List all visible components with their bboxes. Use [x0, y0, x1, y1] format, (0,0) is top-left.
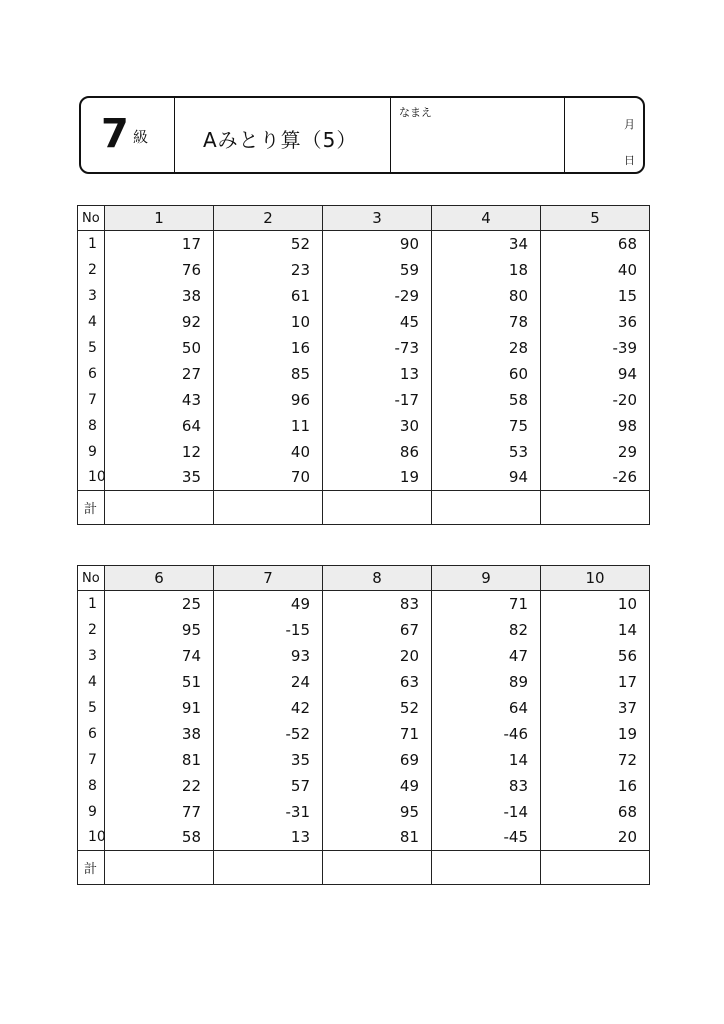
answer-cell[interactable]: [105, 851, 214, 885]
number-cell: 98: [541, 413, 650, 439]
number-cell: 12: [105, 439, 214, 465]
answer-cell[interactable]: [541, 851, 650, 885]
problem-column-header: 4: [432, 206, 541, 231]
number-cell: 13: [214, 825, 323, 851]
number-cell: 71: [323, 721, 432, 747]
answer-cell[interactable]: [323, 491, 432, 525]
table-row: [78, 335, 650, 361]
number-cell: 95: [323, 799, 432, 825]
number-cell: 71: [432, 591, 541, 617]
number-cell: 64: [105, 413, 214, 439]
row-number: 6: [78, 361, 105, 387]
number-cell: 40: [541, 257, 650, 283]
header-row: [78, 206, 650, 231]
row-number: 7: [78, 747, 105, 773]
number-cell: -52: [214, 721, 323, 747]
number-cell: 82: [432, 617, 541, 643]
table-row: [78, 669, 650, 695]
number-cell: 24: [214, 669, 323, 695]
number-cell: 86: [323, 439, 432, 465]
number-cell: 10: [541, 591, 650, 617]
answer-cell[interactable]: [214, 851, 323, 885]
number-cell: 27: [105, 361, 214, 387]
number-cell: 19: [541, 721, 650, 747]
problem-column-header: 2: [214, 206, 323, 231]
number-cell: 59: [323, 257, 432, 283]
answer-cell[interactable]: [105, 491, 214, 525]
row-number: 8: [78, 413, 105, 439]
number-cell: 78: [432, 309, 541, 335]
table-row: [78, 439, 650, 465]
number-cell: 17: [541, 669, 650, 695]
number-cell: -46: [432, 721, 541, 747]
row-number: 5: [78, 695, 105, 721]
number-cell: 94: [432, 465, 541, 491]
number-cell: 16: [214, 335, 323, 361]
total-row: [78, 491, 650, 525]
problem-table-2: [77, 565, 650, 885]
number-cell: 23: [214, 257, 323, 283]
table-row: [78, 257, 650, 283]
number-cell: 91: [105, 695, 214, 721]
table-row: [78, 643, 650, 669]
row-number: 4: [78, 669, 105, 695]
number-cell: 64: [432, 695, 541, 721]
table-row: [78, 721, 650, 747]
number-cell: -15: [214, 617, 323, 643]
row-number: 3: [78, 643, 105, 669]
number-cell: 25: [105, 591, 214, 617]
row-number: 5: [78, 335, 105, 361]
total-label: 計: [78, 491, 105, 525]
answer-cell[interactable]: [214, 491, 323, 525]
answer-cell[interactable]: [323, 851, 432, 885]
number-cell: -73: [323, 335, 432, 361]
table-row: [78, 387, 650, 413]
number-cell: 37: [541, 695, 650, 721]
number-cell: 93: [214, 643, 323, 669]
number-cell: 20: [541, 825, 650, 851]
row-number: 9: [78, 439, 105, 465]
number-cell: 34: [432, 231, 541, 257]
number-cell: 38: [105, 283, 214, 309]
number-cell: 95: [105, 617, 214, 643]
number-cell: -17: [323, 387, 432, 413]
row-number: 2: [78, 257, 105, 283]
number-cell: 36: [541, 309, 650, 335]
number-cell: 53: [432, 439, 541, 465]
number-cell: 18: [432, 257, 541, 283]
row-number: 10: [78, 465, 105, 491]
number-cell: -39: [541, 335, 650, 361]
number-cell: 90: [323, 231, 432, 257]
title-box: [175, 98, 391, 172]
number-cell: 50: [105, 335, 214, 361]
number-cell: -26: [541, 465, 650, 491]
problem-column-header: 7: [214, 566, 323, 591]
answer-cell[interactable]: [432, 491, 541, 525]
problem-column-header: 8: [323, 566, 432, 591]
number-cell: 67: [323, 617, 432, 643]
number-cell: 17: [105, 231, 214, 257]
number-cell: 30: [323, 413, 432, 439]
number-cell: 42: [214, 695, 323, 721]
number-cell: 56: [541, 643, 650, 669]
total-row: [78, 851, 650, 885]
number-cell: 76: [105, 257, 214, 283]
grade-number: 7: [101, 111, 129, 157]
header-row: [78, 566, 650, 591]
number-cell: 69: [323, 747, 432, 773]
number-cell: 94: [541, 361, 650, 387]
number-cell: 51: [105, 669, 214, 695]
table-row: [78, 591, 650, 617]
number-cell: 29: [541, 439, 650, 465]
row-number: 6: [78, 721, 105, 747]
number-cell: 80: [432, 283, 541, 309]
number-cell: 70: [214, 465, 323, 491]
number-cell: 63: [323, 669, 432, 695]
table-row: [78, 695, 650, 721]
number-cell: 22: [105, 773, 214, 799]
number-cell: 52: [323, 695, 432, 721]
number-cell: 14: [541, 617, 650, 643]
number-cell: 61: [214, 283, 323, 309]
table-row: [78, 617, 650, 643]
row-number: 3: [78, 283, 105, 309]
name-label: なまえ: [399, 106, 432, 119]
grade-box: [81, 98, 175, 172]
number-cell: 68: [541, 799, 650, 825]
number-cell: 83: [323, 591, 432, 617]
table-row: [78, 309, 650, 335]
problem-column-header: 10: [541, 566, 650, 591]
number-cell: 49: [323, 773, 432, 799]
date-field[interactable]: [565, 98, 643, 172]
problem-column-header: 1: [105, 206, 214, 231]
no-column-header: No: [78, 566, 105, 591]
number-cell: 20: [323, 643, 432, 669]
answer-cell[interactable]: [541, 491, 650, 525]
number-cell: 40: [214, 439, 323, 465]
number-cell: 52: [214, 231, 323, 257]
row-number: 1: [78, 591, 105, 617]
number-cell: 58: [432, 387, 541, 413]
number-cell: -29: [323, 283, 432, 309]
problem-column-header: 9: [432, 566, 541, 591]
problem-column-header: 5: [541, 206, 650, 231]
table-row: [78, 465, 650, 491]
number-cell: 10: [214, 309, 323, 335]
number-cell: 47: [432, 643, 541, 669]
number-cell: -14: [432, 799, 541, 825]
grade-suffix: 級: [133, 128, 149, 146]
no-column-header: No: [78, 206, 105, 231]
number-cell: 83: [432, 773, 541, 799]
table-row: [78, 825, 650, 851]
row-number: 9: [78, 799, 105, 825]
problem-column-header: 6: [105, 566, 214, 591]
number-cell: 96: [214, 387, 323, 413]
worksheet-title: Aみとり算（5）: [203, 128, 358, 152]
number-cell: 15: [541, 283, 650, 309]
day-label: 日: [624, 154, 635, 167]
row-number: 10: [78, 825, 105, 851]
month-label: 月: [624, 118, 635, 131]
number-cell: 81: [105, 747, 214, 773]
number-cell: 85: [214, 361, 323, 387]
number-cell: 89: [432, 669, 541, 695]
total-label: 計: [78, 851, 105, 885]
number-cell: 49: [214, 591, 323, 617]
number-cell: 16: [541, 773, 650, 799]
number-cell: 38: [105, 721, 214, 747]
table-row: [78, 747, 650, 773]
number-cell: -31: [214, 799, 323, 825]
number-cell: 58: [105, 825, 214, 851]
number-cell: 81: [323, 825, 432, 851]
table-row: [78, 773, 650, 799]
row-number: 4: [78, 309, 105, 335]
number-cell: -20: [541, 387, 650, 413]
number-cell: 72: [541, 747, 650, 773]
number-cell: -45: [432, 825, 541, 851]
number-cell: 43: [105, 387, 214, 413]
number-cell: 14: [432, 747, 541, 773]
number-cell: 45: [323, 309, 432, 335]
answer-cell[interactable]: [432, 851, 541, 885]
number-cell: 28: [432, 335, 541, 361]
problem-column-header: 3: [323, 206, 432, 231]
table-row: [78, 283, 650, 309]
row-number: 1: [78, 231, 105, 257]
row-number: 2: [78, 617, 105, 643]
row-number: 8: [78, 773, 105, 799]
number-cell: 57: [214, 773, 323, 799]
number-cell: 77: [105, 799, 214, 825]
table-row: [78, 413, 650, 439]
number-cell: 13: [323, 361, 432, 387]
number-cell: 35: [214, 747, 323, 773]
number-cell: 75: [432, 413, 541, 439]
table-row: [78, 361, 650, 387]
name-field[interactable]: [391, 98, 565, 172]
number-cell: 19: [323, 465, 432, 491]
number-cell: 74: [105, 643, 214, 669]
row-number: 7: [78, 387, 105, 413]
number-cell: 68: [541, 231, 650, 257]
table-row: [78, 799, 650, 825]
table-row: [78, 231, 650, 257]
problem-table-1: [77, 205, 650, 525]
number-cell: 11: [214, 413, 323, 439]
worksheet-header: [79, 96, 645, 174]
number-cell: 60: [432, 361, 541, 387]
number-cell: 92: [105, 309, 214, 335]
number-cell: 35: [105, 465, 214, 491]
